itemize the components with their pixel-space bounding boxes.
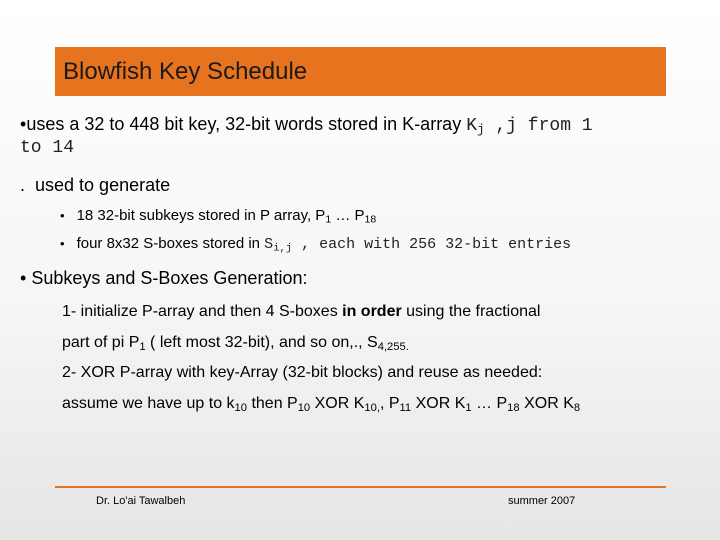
slide-title: Blowfish Key Schedule bbox=[63, 58, 308, 85]
key-size-text: uses a 32 to 448 bit key, 32-bit words stored in K-array bbox=[26, 114, 467, 134]
k-array-symbol: $K_j$ ,j from 1 bbox=[466, 116, 593, 138]
bullet-mark: • bbox=[20, 114, 27, 134]
step2-line1: 2- XOR P-array with key-Array (32-bit blocks) and reuse as needed: bbox=[62, 364, 543, 381]
sboxes-text: four 8x32 S-boxes stored in bbox=[76, 235, 265, 252]
step1-line2: part of pi $P_1$ ( left most 32-bit), and so on,., $S_{4,255.}$ bbox=[62, 334, 409, 353]
in-order-emphasis: in order bbox=[342, 303, 402, 320]
bullet-mark: . bbox=[20, 175, 26, 195]
subkeys-text: 18 32-bit subkeys stored in P array, $P_1$ … $P_{18}$ bbox=[76, 207, 377, 226]
bullet-used-to-generate bbox=[20, 175, 170, 196]
sub-bullet-sboxes bbox=[60, 235, 571, 253]
footer-divider bbox=[55, 486, 666, 488]
key-size-wrap: to 14 bbox=[20, 138, 75, 158]
step1-line1: 1- initialize P-array and then 4 S-boxes in order using the fractional bbox=[62, 303, 541, 320]
bullet-mark: • bbox=[60, 236, 65, 251]
s-box-symbol: $S_{i,j}$ , each with 256 32-bit entries bbox=[264, 236, 572, 255]
used-to-generate-text: used to generate bbox=[35, 175, 171, 195]
section-generation bbox=[20, 268, 307, 289]
sub-bullet-subkeys bbox=[60, 207, 376, 224]
step2-line2: assume we have up to $k_{10}$ then $P_{10}$ XOR $K_{10,}$, $P_{11}$ XOR $K_1$ … $P_{18}$ XOR $K_8$ bbox=[62, 395, 581, 414]
bullet-mark: • bbox=[20, 268, 27, 288]
bullet-mark: • bbox=[60, 208, 65, 223]
section-heading: Subkeys and S-Boxes Generation: bbox=[31, 268, 308, 288]
footer-author: Dr. Lo'ai Tawalbeh bbox=[96, 495, 186, 507]
footer-date: summer 2007 bbox=[508, 495, 576, 507]
bullet-key-size bbox=[20, 114, 593, 136]
